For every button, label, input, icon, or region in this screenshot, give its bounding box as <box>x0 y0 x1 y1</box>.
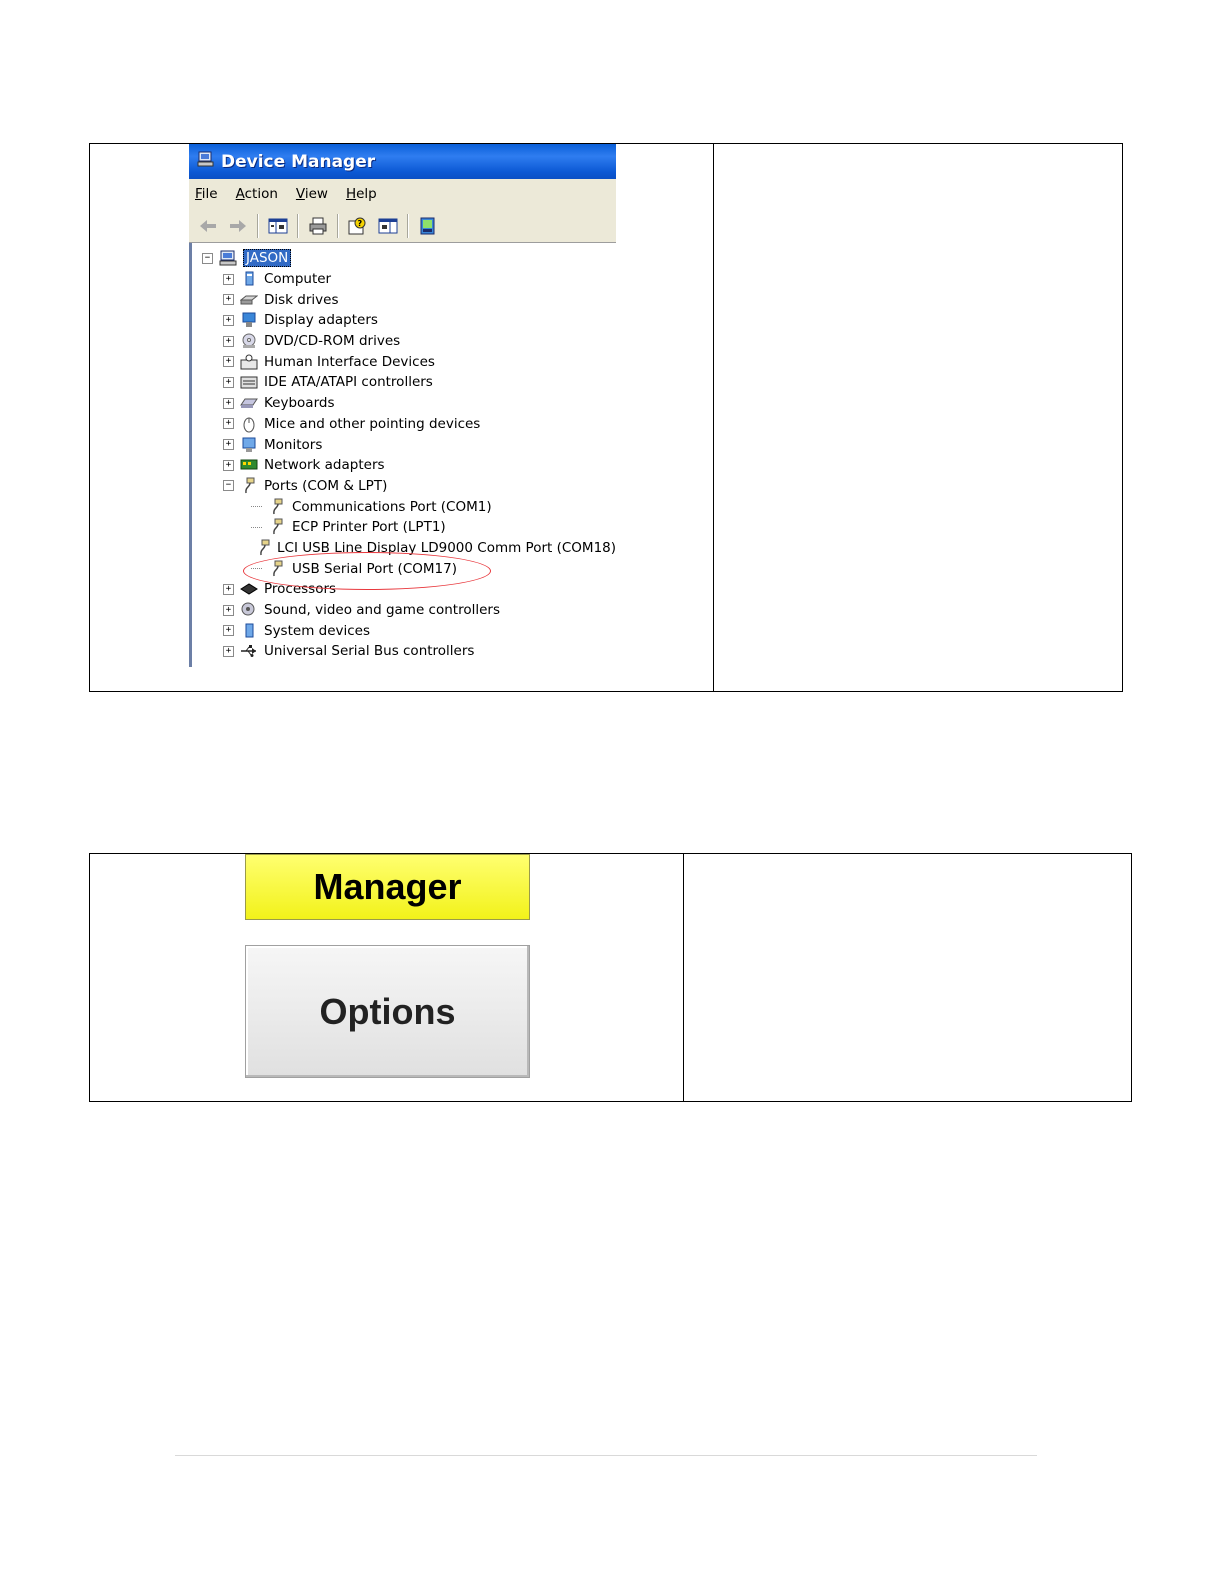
expand-icon[interactable]: + <box>223 398 234 409</box>
tree-item-monitor[interactable] <box>189 434 616 455</box>
hid-icon <box>240 353 258 371</box>
system-device-icon <box>240 622 258 640</box>
display-adapter-icon <box>240 311 258 329</box>
expand-icon[interactable]: + <box>223 418 234 429</box>
cdrom-icon <box>240 332 258 350</box>
tree-item-label: Sound, video and game controllers <box>264 602 500 619</box>
show-hide-tree-button[interactable] <box>267 215 289 237</box>
tree-item-label: Universal Serial Bus controllers <box>264 643 475 660</box>
properties-button[interactable] <box>347 215 369 237</box>
tree-item-label: Human Interface Devices <box>264 353 435 370</box>
tree-item-usb[interactable] <box>189 641 616 662</box>
tree-item-label: LCI USB Line Display LD9000 Comm Port (COM18) <box>277 539 616 556</box>
help-properties-icon <box>348 217 368 235</box>
forward-button[interactable] <box>227 215 249 237</box>
tree-item-label: DVD/CD-ROM drives <box>264 333 401 350</box>
back-arrow-icon <box>199 219 217 233</box>
table-divider <box>683 854 684 1101</box>
tree-item-label: USB Serial Port (COM17) <box>292 560 457 577</box>
expand-icon[interactable]: + <box>223 439 234 450</box>
print-button[interactable] <box>307 215 329 237</box>
expand-icon[interactable]: + <box>223 646 234 657</box>
processor-icon <box>240 580 258 598</box>
monitor-icon <box>240 436 258 454</box>
network-adapter-icon <box>240 456 258 474</box>
ide-controller-icon <box>240 373 258 391</box>
menu-file[interactable]: File <box>195 186 218 202</box>
forward-arrow-icon <box>229 219 247 233</box>
port-icon <box>240 477 258 495</box>
tree-item-computer[interactable] <box>189 269 616 290</box>
tree-item-port[interactable] <box>189 476 616 497</box>
tree-item-disk-drive[interactable] <box>189 289 616 310</box>
root-computer-icon <box>219 249 237 267</box>
table-divider <box>713 144 714 691</box>
tree-item-label: JASON <box>243 249 291 267</box>
tree-root-jason[interactable] <box>189 248 616 269</box>
menu-view[interactable]: View <box>295 186 328 202</box>
expand-icon[interactable]: + <box>223 315 234 326</box>
menu-action[interactable]: Action <box>235 186 278 202</box>
collapse-icon[interactable]: − <box>223 480 234 491</box>
tree-item-network-adapter[interactable] <box>189 455 616 476</box>
expand-icon[interactable]: + <box>223 294 234 305</box>
tree-item-cdrom[interactable] <box>189 331 616 352</box>
scan-hardware-icon <box>419 217 437 235</box>
sound-icon <box>240 601 258 619</box>
tree-item-label: Computer <box>264 271 332 288</box>
console-tree-icon <box>268 218 288 234</box>
expand-icon[interactable]: + <box>223 336 234 347</box>
tree-item-keyboard[interactable] <box>189 393 616 414</box>
highlight-ellipse-usb-serial <box>243 552 491 590</box>
expand-icon[interactable]: + <box>223 274 234 285</box>
tree-item-label: Ports (COM & LPT) <box>264 477 388 494</box>
tree-item-label: Processors <box>264 581 337 598</box>
tree-item-port[interactable] <box>189 517 616 538</box>
keyboard-icon <box>240 394 258 412</box>
tree-item-label: System devices <box>264 622 371 639</box>
tree-item-label: Disk drives <box>264 291 339 308</box>
port-icon <box>257 539 271 557</box>
device-manager-titlebar <box>189 144 616 179</box>
svg-text:?: ? <box>357 218 363 228</box>
printer-icon <box>308 217 328 235</box>
expand-icon[interactable]: + <box>223 356 234 367</box>
options-button[interactable]: Options <box>245 945 530 1078</box>
toolbar <box>189 209 616 243</box>
window-title: Device Manager <box>221 151 376 172</box>
tree-item-ide-controller[interactable] <box>189 372 616 393</box>
menu-bar <box>189 179 616 209</box>
tree-item-label: Keyboards <box>264 395 335 412</box>
expand-icon[interactable]: + <box>223 605 234 616</box>
collapse-icon[interactable]: − <box>202 253 213 264</box>
expand-icon[interactable]: + <box>223 625 234 636</box>
manager-button[interactable]: Manager <box>245 854 530 920</box>
action-pane-button[interactable] <box>377 215 399 237</box>
tree-item-label: Network adapters <box>264 457 385 474</box>
tree-item-label: Communications Port (COM1) <box>292 498 492 515</box>
action-pane-icon <box>378 218 398 234</box>
disk-drive-icon <box>240 291 258 309</box>
tree-item-hid[interactable] <box>189 351 616 372</box>
expand-icon[interactable]: + <box>223 377 234 388</box>
tree-item-label: Display adapters <box>264 312 378 329</box>
port-icon <box>268 498 286 516</box>
expand-icon[interactable]: + <box>223 584 234 595</box>
tree-item-system-device[interactable] <box>189 620 616 641</box>
tree-item-sound[interactable] <box>189 600 616 621</box>
scan-hardware-button[interactable] <box>417 215 439 237</box>
device-tree <box>189 243 616 662</box>
expand-icon[interactable]: + <box>223 460 234 471</box>
tree-item-label: IDE ATA/ATAPI controllers <box>264 374 433 391</box>
mouse-icon <box>240 415 258 433</box>
device-manager-icon <box>197 150 215 173</box>
tree-item-port[interactable] <box>189 496 616 517</box>
tree-item-display-adapter[interactable] <box>189 310 616 331</box>
tree-item-label: Mice and other pointing devices <box>264 415 481 432</box>
usb-icon <box>240 642 258 660</box>
footer-rule <box>175 1455 1037 1456</box>
tree-item-mouse[interactable] <box>189 414 616 435</box>
computer-icon <box>240 270 258 288</box>
back-button[interactable] <box>197 215 219 237</box>
tree-item-label: ECP Printer Port (LPT1) <box>292 519 446 536</box>
port-icon <box>268 518 286 536</box>
tree-item-label: Monitors <box>264 436 323 453</box>
menu-help[interactable]: Help <box>345 186 377 202</box>
